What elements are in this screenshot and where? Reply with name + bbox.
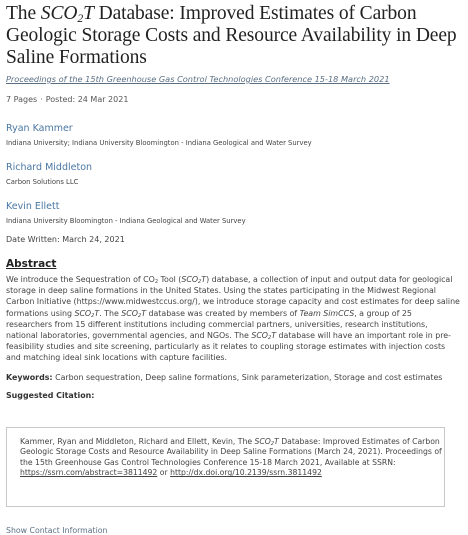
doi-link[interactable]: http://dx.doi.org/10.2139/ssrn.3811492 (170, 468, 322, 478)
date-written: Date Written: March 24, 2021 (6, 235, 125, 244)
ssrn-link[interactable]: https://ssrn.com/abstract=3811492 (20, 468, 158, 478)
proceedings-link[interactable]: Proceedings of the 15th Greenhouse Gas Control Technologies Conference 15-18 March 2021 (6, 74, 390, 84)
show-contact-information-link[interactable]: Show Contact Information (6, 526, 108, 535)
author-block (6, 201, 460, 225)
abstract-text: We introduce the Sequestration of $CO_2$ Tool $(SCO_2T)$ database, a collection of input and output data for geological storage in deep saline formations in the United States. Using the states participating in the Midwest Regional Carbon Initiative (https://www.midwestccus.org/), we introduce storage capacity and cost estimates for deep saline formations using $SCO_2T$. The $SCO_2T$ database was created by members of Team SimCCS, a group of 25 researchers from 15 different institutions including commercial partners, universities, research institutions, national laboratories, governmental agencies, and NGOs. The $SCO_2T$ database will have an important role in pre-feasibility studies and site screening, particularly as it relates to coupling storage estimates with injection costs and matching ideal sink locations with capture facilities. (6, 275, 460, 363)
paper-meta: 7 Pages · Posted: 24 Mar 2021 (6, 95, 129, 104)
author-affiliation: Indiana University; Indiana University Bloomington - Indiana Geological and Water Survey (6, 139, 312, 147)
paper-title: The $SCO_2T$ Database: Improved Estimates of Carbon Geologic Storage Costs and Resource Availability in Deep Saline Formations (6, 3, 457, 68)
page-count: 7 Pages (6, 95, 38, 104)
keywords: Keywords: Carbon sequestration, Deep saline formations, Sink parameterization, Storage and cost estimates (6, 372, 443, 382)
author-link[interactable]: Richard Middleton (6, 162, 93, 173)
suggested-citation-label: Suggested Citation: (6, 390, 95, 400)
author-link[interactable]: Kevin Ellett (6, 201, 60, 212)
author-block (6, 162, 460, 186)
author-link[interactable]: Ryan Kammer (6, 123, 73, 134)
author-affiliation: Indiana University Bloomington - Indiana Geological and Water Survey (6, 217, 246, 225)
posted-date: Posted: 24 Mar 2021 (45, 95, 129, 104)
citation-box: Kammer, Ryan and Middleton, Richard and Ellett, Kevin, The $SCO_2T$ Database: Improved Estimates of Carbon Geologic Storage Costs and Resource Availability in Deep Saline Formations (March 24, 2021). Proceedings of the 15th Greenhouse Gas Control Technologies Conference 15-18 March 2021, Available at SSRN: https://ssrn.com/abstract=3811492 or http://dx.doi.org/10.2139/ssrn.3811492 (6, 427, 445, 507)
author-block (6, 123, 460, 147)
abstract-heading: Abstract (6, 258, 57, 270)
paper-page (0, 3, 468, 535)
author-affiliation: Carbon Solutions LLC (6, 178, 79, 186)
